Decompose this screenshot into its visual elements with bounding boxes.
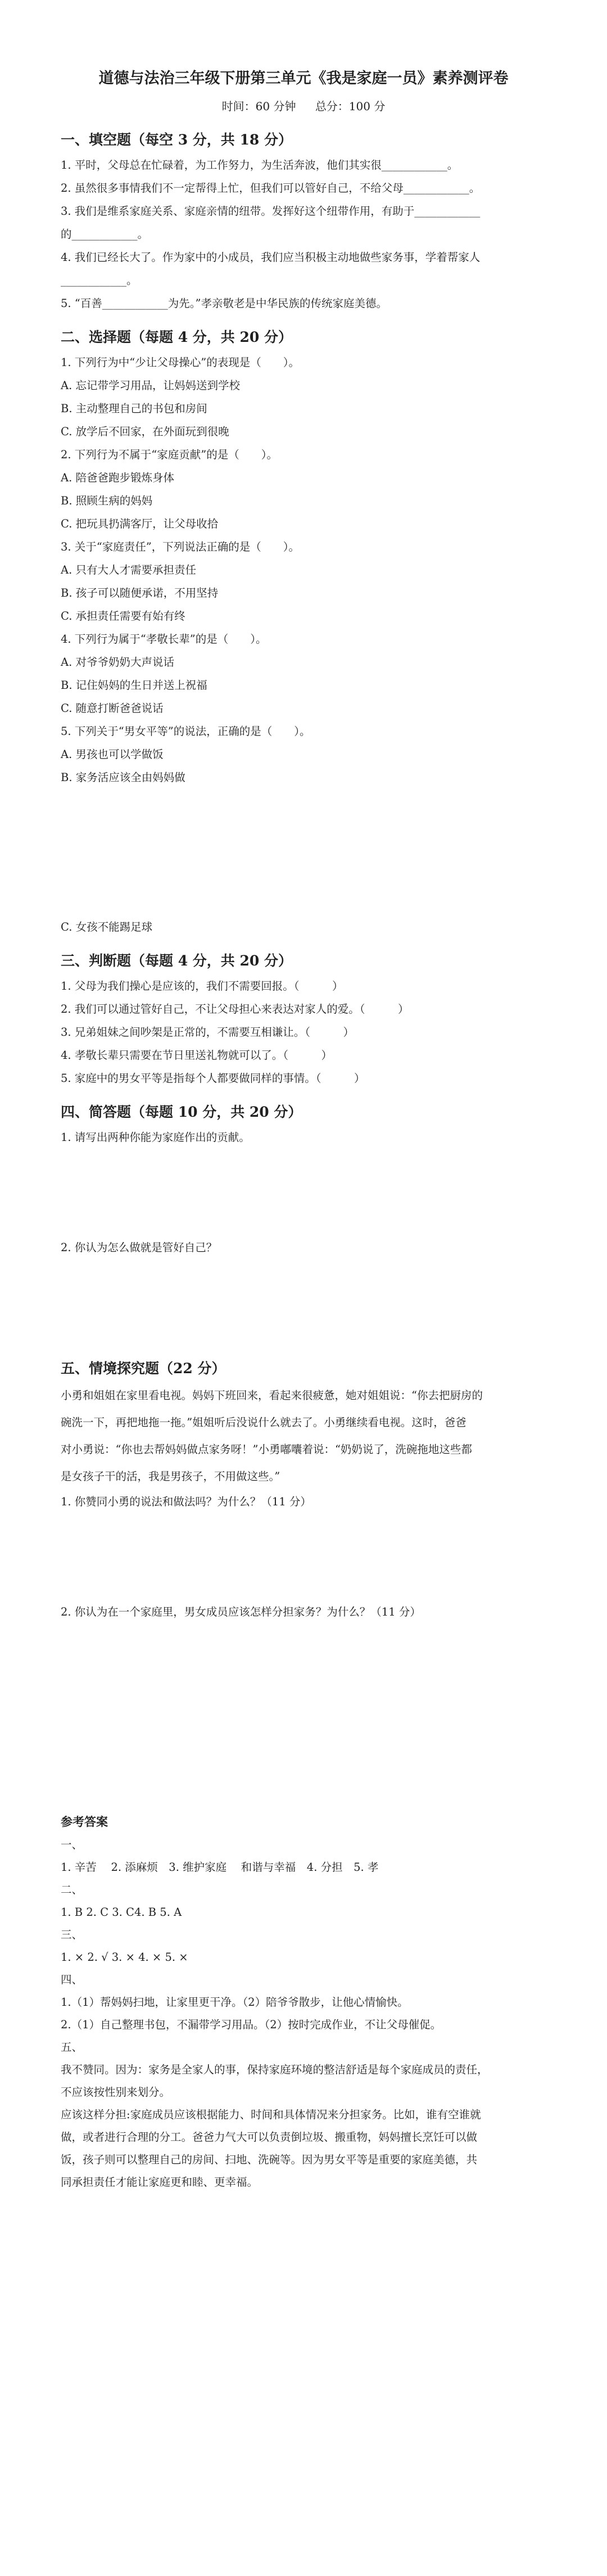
- answer-line: 饭，孩子则可以整理自己的房间、扫地、洗碗等。因为男女平等是重要的家庭美德，共: [61, 2153, 478, 2166]
- answer-line: 我不赞同。因为：家务是全家人的事，保持家庭环境的整洁舒适是每个家庭成员的责任，: [61, 2063, 488, 2076]
- answer-line: 做，或者进行合理的分工。爸爸力气大可以负责倒垃圾、搬重物，妈妈擅长烹饪可以做: [61, 2131, 478, 2144]
- question-line: 4. 孝敬长辈只需要在节日里送礼物就可以了。（ ）: [61, 1049, 333, 1062]
- option-line: C. 把玩具扔满客厅，让父母收拾: [61, 517, 219, 530]
- answer-space: [61, 1516, 546, 1598]
- option-line: B. 照顾生病的妈妈: [61, 494, 153, 507]
- question-line: 1. 下列行为中“少让父母操心”的表现是（ ）。: [61, 356, 300, 369]
- question-line: 2. 我们可以通过管好自己，不让父母担心来表达对家人的爱。（ ）: [61, 1003, 409, 1016]
- question-line: 2. 你认为在一个家庭里，男女成员应该怎样分担家务？为什么？（11 分）: [61, 1605, 421, 1618]
- scenario-line: 是女孩子干的活，我是男孩子，不用做这些。”: [61, 1470, 280, 1483]
- answer-line: 二、: [61, 1883, 83, 1896]
- option-line: C. 女孩不能踢足球: [61, 921, 153, 933]
- option-line: A. 男孩也可以学做饭: [61, 748, 164, 761]
- option-line: C. 随意打断爸爸说话: [61, 702, 164, 715]
- answer-line: 1. 辛苦 2. 添麻烦 3. 维护家庭 和谐与幸福 4. 分担 5. 孝: [61, 1861, 379, 1874]
- question-line: 3. 关于“家庭责任”，下列说法正确的是（ ）。: [61, 540, 300, 553]
- section-fill-blank-title: 一、填空题（每空 3 分，共 18 分）: [61, 132, 293, 148]
- exam-title: 道德与法治三年级下册第三单元《我是家庭一员》素养测评卷: [98, 70, 509, 87]
- question-line: 3. 兄弟姐妹之间吵架是正常的，不需要互相谦让。（ ）: [61, 1026, 355, 1039]
- option-line: B. 主动整理自己的书包和房间: [61, 402, 207, 415]
- question-line: 1. 父母为我们操心是应该的，我们不需要回报。（ ）: [61, 980, 343, 992]
- question-line: 2. 你认为怎么做就是管好自己？: [61, 1241, 218, 1254]
- answers-heading: 参考答案: [61, 1815, 108, 1829]
- answer-line: 2.（1）自己整理书包，不漏带学习用品。（2）按时完成作业，不让父母催促。: [61, 2018, 442, 2031]
- answer-space: [61, 1262, 546, 1343]
- answer-line: 一、: [61, 1838, 83, 1851]
- answer-line: 五、: [61, 2041, 83, 2054]
- answer-line: 不应该按性别来划分。: [61, 2086, 171, 2099]
- question-line: 3. 我们是维系家庭关系、家庭亲情的纽带。发挥好这个纽带作用，有助于____________: [61, 205, 481, 218]
- exam-time: 时间：60 分钟: [221, 100, 296, 113]
- option-line: A. 只有大人才需要承担责任: [61, 563, 196, 576]
- scenario-line: 碗洗一下，再把地拖一拖。”姐姐听后没说什么就去了。小勇继续看电视。这时，爸爸: [61, 1416, 466, 1429]
- option-line: A. 对爷爷奶奶大声说话: [61, 656, 174, 669]
- section-short-answer-title: 四、简答题（每题 10 分，共 20 分）: [61, 1104, 302, 1120]
- question-line: 的____________。: [61, 228, 149, 241]
- option-line: B. 家务活应该全由妈妈做: [61, 771, 185, 784]
- question-line: 1. 请写出两种你能为家庭作出的贡献。: [61, 1131, 250, 1144]
- question-line: 2. 下列行为不属于“家庭贡献”的是（ ）。: [61, 448, 278, 461]
- answer-line: 应该这样分担:家庭成员应该根据能力、时间和具体情况来分担家务。比如，谁有空谁就: [61, 2108, 481, 2121]
- answer-line: 1.（1）帮妈妈扫地，让家里更干净。（2）陪爷爷散步，让他心情愉快。: [61, 1996, 409, 2009]
- question-line: 4. 我们已经长大了。作为家中的小成员，我们应当积极主动地做些家务事，学着帮家人: [61, 251, 481, 264]
- section-true-false-title: 三、判断题（每题 4 分，共 20 分）: [61, 953, 293, 969]
- answer-line: 同承担责任才能让家庭更和睦、更幸福。: [61, 2176, 259, 2189]
- option-line: B. 孩子可以随便承诺，不用坚持: [61, 587, 219, 599]
- answer-line: 1. B 2. C 3. C4. B 5. A: [61, 1906, 182, 1919]
- option-line: A. 陪爸爸跑步锻炼身体: [61, 471, 174, 484]
- section-multiple-choice-title: 二、选择题（每题 4 分，共 20 分）: [61, 329, 293, 345]
- answer-space: [61, 1626, 546, 1812]
- question-line: 2. 虽然很多事情我们不一定帮得上忙，但我们可以管好自己，不给父母____________。: [61, 182, 481, 195]
- question-line: ____________。: [61, 274, 138, 287]
- question-line: 5. “百善____________为先。”孝亲敬老是中华民族的传统家庭美德。: [61, 297, 387, 310]
- scenario-line: 对小勇说：“你也去帮妈妈做点家务呀！”小勇嘟囔着说：“奶奶说了，洗碗拖地这些都: [61, 1443, 472, 1456]
- question-line: 1. 你赞同小勇的说法和做法吗？为什么？（11 分）: [61, 1495, 311, 1508]
- option-line: C. 放学后不回家，在外面玩到很晚: [61, 425, 229, 438]
- scenario-line: 小勇和姐姐在家里看电视。妈妈下班回来，看起来很疲惫，她对姐姐说：“你去把厨房的: [61, 1389, 483, 1402]
- answer-line: 四、: [61, 1973, 83, 1986]
- answer-line: 三、: [61, 1928, 83, 1941]
- blank-space: [61, 792, 546, 913]
- exam-meta: [61, 98, 546, 115]
- question-line: 1. 平时，父母总在忙碌着，为工作努力，为生活奔波，他们其实很____________。: [61, 159, 459, 172]
- question-line: 5. 家庭中的男女平等是指每个人都要做同样的事情。（ ）: [61, 1072, 365, 1085]
- option-line: B. 记住妈妈的生日并送上祝福: [61, 679, 207, 692]
- answer-space: [61, 1152, 546, 1233]
- section-scenario-title: 五、情境探究题（22 分）: [61, 1360, 226, 1377]
- option-line: A. 忘记带学习用品，让妈妈送到学校: [61, 379, 240, 392]
- question-line: 5. 下列关于“男女平等”的说法，正确的是（ ）。: [61, 725, 311, 738]
- question-line: 4. 下列行为属于“孝敬长辈”的是（ ）。: [61, 633, 267, 646]
- answer-line: 1. × 2. √ 3. × 4. × 5. ×: [61, 1951, 188, 1964]
- option-line: C. 承担责任需要有始有终: [61, 610, 185, 622]
- exam-score: 总分：100 分: [315, 100, 386, 113]
